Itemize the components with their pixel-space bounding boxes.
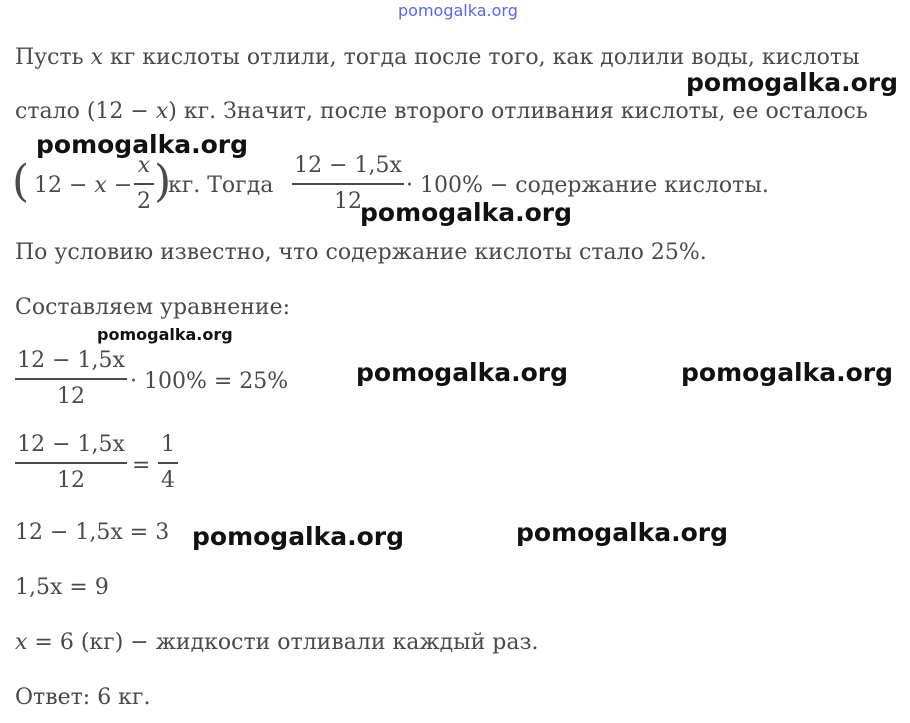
text: кг кислоты отлили, тогда после того, как долили воды, кислоты xyxy=(103,45,860,70)
fraction-numerator: x xyxy=(137,153,151,178)
paragraph-condition: По условию известно, что содержание кислоты стало 25%. xyxy=(15,240,707,265)
paragraph-equation-intro: Составляем уравнение: xyxy=(15,295,291,320)
fraction-denominator: 12 xyxy=(57,467,85,493)
equation-3: 12 − 1,5x = 3 xyxy=(15,520,170,545)
text: Пусть xyxy=(15,45,91,70)
text-concentration: · 100% − содержание кислоты. xyxy=(406,173,769,198)
text: = 6 (кг) − жидкости отливали каждый раз. xyxy=(27,630,539,655)
fraction-denominator: 12 xyxy=(334,188,362,214)
fraction-numerator: 12 − 1,5x xyxy=(294,153,402,178)
fraction-numerator: 1 xyxy=(161,432,175,457)
equation-1-rhs: · 100% = 25% xyxy=(130,369,289,394)
math-var: x xyxy=(155,99,169,124)
fraction-one-quarter xyxy=(158,434,178,492)
fraction-bar xyxy=(158,462,178,464)
fraction-bar xyxy=(134,183,154,185)
right-paren: ) xyxy=(154,156,172,207)
text: − xyxy=(106,173,133,198)
fraction-denominator: 4 xyxy=(161,467,175,493)
expr-inner xyxy=(34,175,132,197)
fraction-numerator: 12 − 1,5x xyxy=(17,348,125,373)
left-paren: ( xyxy=(12,156,30,207)
fraction-x-over-2 xyxy=(134,155,154,213)
watermark: pomogalka.org xyxy=(516,518,729,547)
watermark: pomogalka.org xyxy=(681,358,894,387)
watermark-top: pomogalka.org xyxy=(398,1,518,20)
equation-4: 1,5x = 9 xyxy=(15,575,109,600)
fraction-bar xyxy=(15,462,127,464)
fraction-numerator: 12 − 1,5x xyxy=(17,432,125,457)
fraction-denominator: 2 xyxy=(137,188,151,214)
math-var: x xyxy=(90,45,104,70)
watermark: pomogalka.org xyxy=(356,358,569,387)
watermark: pomogalka.org xyxy=(36,130,249,159)
watermark: pomogalka.org xyxy=(360,198,573,227)
equation-2-fraction xyxy=(15,434,127,492)
paragraph-2 xyxy=(15,101,868,123)
fraction-bar xyxy=(292,183,404,185)
math-var: x xyxy=(94,173,107,198)
watermark: pomogalka.org xyxy=(192,522,405,551)
text: 12 − xyxy=(34,173,95,198)
fraction-bar xyxy=(15,378,127,380)
paragraph-1 xyxy=(15,47,860,69)
watermark: pomogalka.org xyxy=(686,68,899,97)
equals-sign: = xyxy=(132,453,151,478)
text: стало (12 − xyxy=(15,99,156,124)
math-var: x xyxy=(15,630,28,655)
fraction-concentration xyxy=(292,155,404,213)
equation-1-fraction xyxy=(15,350,127,408)
text-kg-then: кг. Тогда xyxy=(168,173,274,198)
answer: Ответ: 6 кг. xyxy=(15,685,151,710)
watermark: pomogalka.org xyxy=(97,325,233,344)
fraction-denominator: 12 xyxy=(57,383,85,409)
text: ) кг. Значит, после второго отливания кислоты, ее осталось xyxy=(168,99,868,124)
equation-5 xyxy=(15,632,538,654)
